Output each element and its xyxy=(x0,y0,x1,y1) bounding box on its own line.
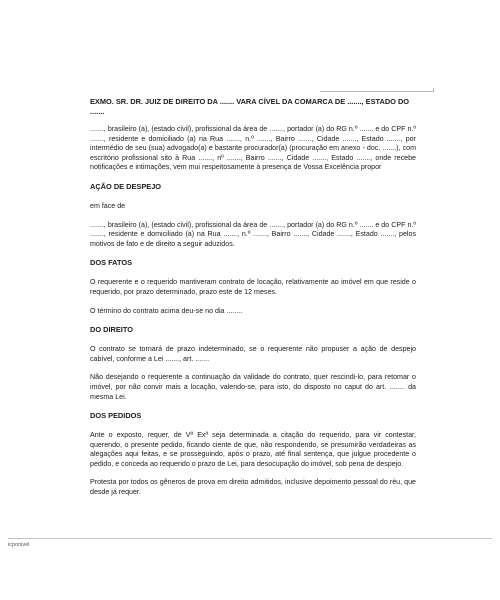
footer-text: icponivel xyxy=(8,542,30,548)
action-heading: AÇÃO DE DESPEJO xyxy=(90,181,162,191)
requests-paragraph-1: Ante o exposto, requer, de Vª Exª seja determinada a citação do requerido, para vir contestar, querendo, o presente pedido, ficando ciente de que, não respondendo, se presumirão verdadeiras as alegações aqui feitas, e se prosseguindo, após o prazo, até final sentença, que julgue procedente o pedido, e conceda ao requerido o prazo de Lei, para desocupação do imóvel, sob pena de despejo. xyxy=(90,431,416,468)
requests-paragraph-2: Protesta por todos os gêneros de prova em direito admitidos, inclusive depoimento pessoal do réu, que desde já requer. xyxy=(90,478,416,497)
petition-title: EXMO. SR. DR. JUIZ DE DIREITO DA ....... VARA CÍVEL DA COMARCA DE ......., ESTADO DO ....... xyxy=(90,97,410,116)
header-rule xyxy=(320,91,434,92)
law-paragraph-1: O contrato se tornará de prazo indeterminado, se o requerente não propuser a ação de despejo cabível, conforme a Lei ......., art. ....... xyxy=(90,345,416,363)
requests-heading: DOS PEDIDOS xyxy=(90,411,142,421)
law-heading: DO DIREITO xyxy=(90,325,133,335)
face-de-line: em face de xyxy=(90,201,126,210)
facts-paragraph-1: O requerente e o requerido mantiveram contrato de locação, relativamente ao imóvel em que reside o requerido, por prazo determinado, prazo este de 12 meses. xyxy=(90,278,416,296)
defendant-paragraph: ......., brasileiro (a), (estado civil), profissional da área de ......., portador (a) do RG n.º ....... e do CPF n.º ......., residente e domiciliado (a) na Rua ......., n.º ......., Bairro ......., Cidade ......., Estado ......., pelos motivos de fato e de direito a seguir aduzidos. xyxy=(90,220,416,248)
header-rule-tick xyxy=(433,88,434,92)
facts-heading: DOS FATOS xyxy=(90,258,133,268)
law-paragraph-2: Não desejando o requerente a continuação da validade do contrato, quer rescindi-lo, para retomar o imóvel, por não convir mais a locação, valendo-se, para isto, do disposto no caput do art. ........ da mesma Lei. xyxy=(90,373,416,401)
intro-paragraph: ......., brasileiro (a), (estado civil), profissional da área de ......., portador (a) do RG n.º ....... e do CPF n.º ......., residente e domiciliado (a) na Rua ......., n.º ......., Bairro ......., Cidade ......., Estado ......., por intermédio de seu (sua) advogado(a) e bastante procurador(a) (procuração em anexo - doc. .......), com escritório profissional sito à Rua ......., nº ......., Bairro ......., Cidade ......., Estado ......., onde recebe notificações e intimações, vem mui respeitosamente à presença de Vossa Excelência propor xyxy=(90,125,416,172)
footer-rule xyxy=(8,538,492,539)
petition-document xyxy=(90,97,416,498)
facts-paragraph-2: O término do contrato acima deu-se no dia ........ xyxy=(90,306,243,315)
